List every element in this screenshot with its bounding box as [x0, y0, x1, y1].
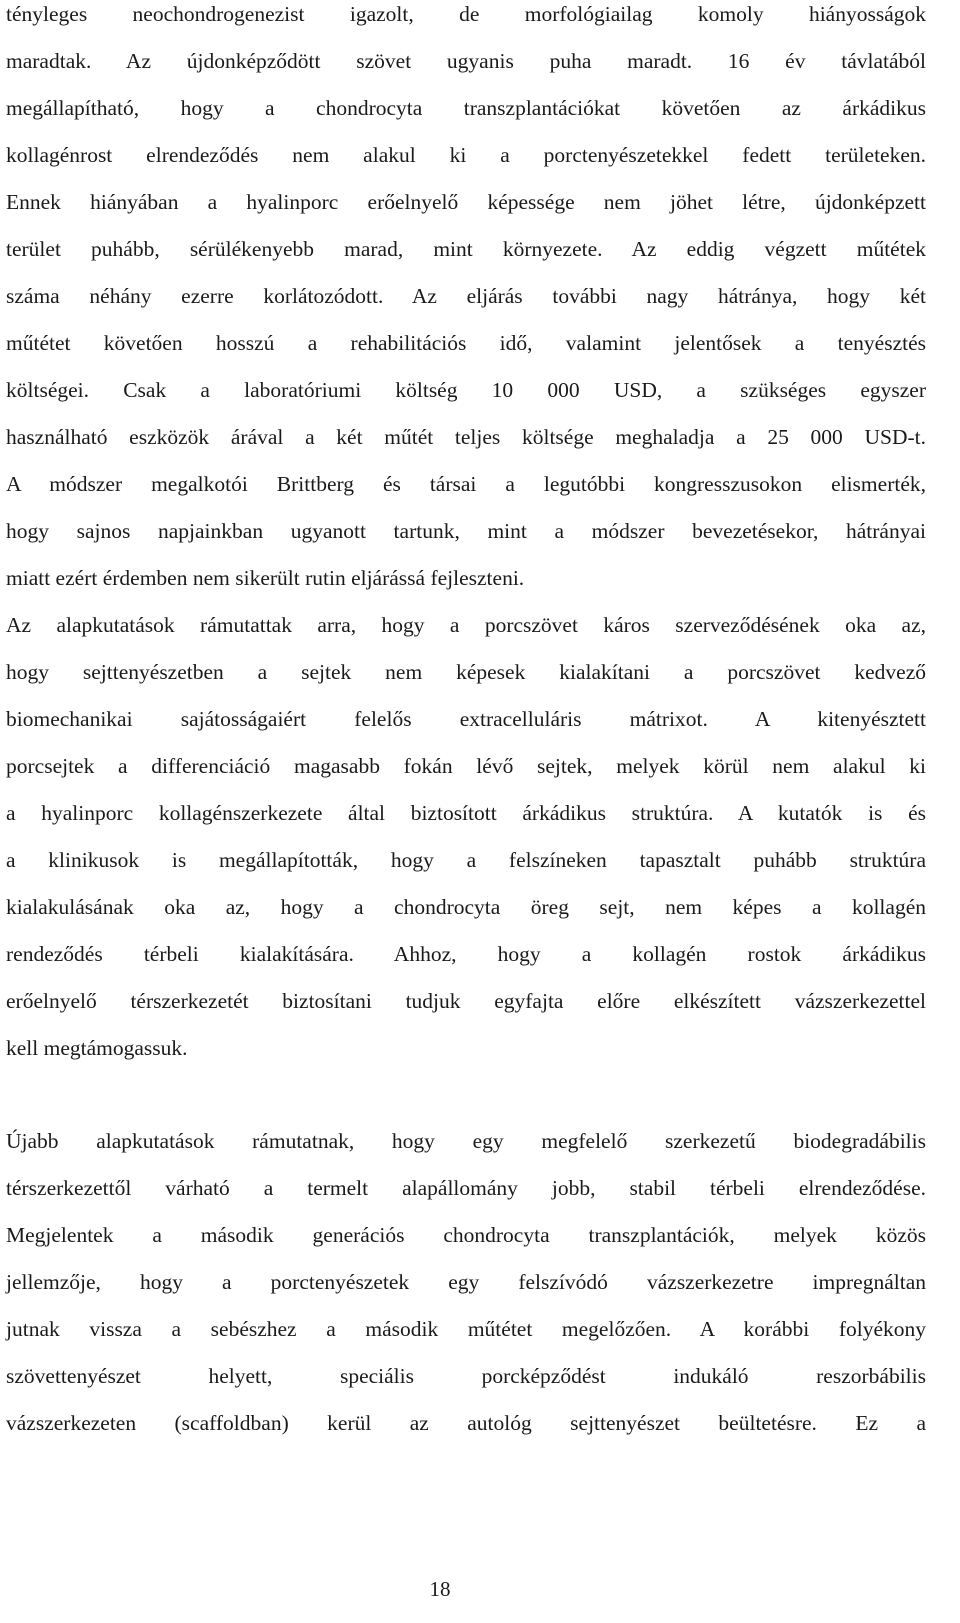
paragraph-2: [6, 602, 926, 1072]
text-line: kialakulásának oka az, hogy a chondrocyta öreg sejt, nem képes a kollagén: [6, 895, 926, 919]
text-line: kollagénrost elrendeződés nem alakul ki a porctenyészetekkel fedett területeken.: [6, 143, 926, 167]
text-line: hogy sejttenyészetben a sejtek nem képesek kialakítani a porcszövet kedvező: [6, 660, 926, 684]
text-line: a klinikusok is megállapították, hogy a felszíneken tapasztalt puhább struktúra: [6, 848, 926, 872]
text-line: miatt ezért érdemben nem sikerült rutin eljárássá fejleszteni.: [6, 566, 525, 590]
text-line: tényleges neochondrogenezist igazolt, de morfológiailag komoly hiányosságok: [6, 2, 926, 26]
text-line: Újabb alapkutatások rámutatnak, hogy egy megfelelő szerkezetű biodegradábilis: [6, 1129, 926, 1153]
paragraph-3: [6, 1118, 926, 1447]
text-line: vázszerkezeten (scaffoldban) kerül az autológ sejttenyészet beültetésre. Ez a: [6, 1411, 926, 1435]
text-line: szövettenyészet helyett, speciális porcképződést indukáló reszorbábilis: [6, 1364, 926, 1388]
text-line: száma néhány ezerre korlátozódott. Az eljárás további nagy hátránya, hogy két: [6, 284, 926, 308]
text-line: porcsejtek a differenciáció magasabb fokán lévő sejtek, melyek körül nem alakul ki: [6, 754, 926, 778]
page-number: 18: [429, 1577, 451, 1601]
document-page: [6, 0, 926, 1447]
paragraph-1: [6, 0, 926, 602]
text-line: költségei. Csak a laboratóriumi költség 10 000 USD, a szükséges egyszer: [6, 378, 926, 402]
text-line: jutnak vissza a sebészhez a második műtétet megelőzően. A korábbi folyékony: [6, 1317, 926, 1341]
text-line: térszerkezettől várható a termelt alapállomány jobb, stabil térbeli elrendeződése.: [6, 1176, 926, 1200]
text-line: biomechanikai sajátosságaiért felelős extracelluláris mátrixot. A kitenyésztett: [6, 707, 926, 731]
text-line: Megjelentek a második generációs chondrocyta transzplantációk, melyek közös: [6, 1223, 926, 1247]
text-line: a hyalinporc kollagénszerkezete által biztosított árkádikus struktúra. A kutatók is és: [6, 801, 926, 825]
text-line: A módszer megalkotói Brittberg és társai a legutóbbi kongresszusokon elismerték,: [6, 472, 926, 496]
text-line: erőelnyelő térszerkezetét biztosítani tudjuk egyfajta előre elkészített vázszerkezettel: [6, 989, 926, 1013]
text-line: maradtak. Az újdonképződött szövet ugyanis puha maradt. 16 év távlatából: [6, 49, 926, 73]
paragraph-spacer: [6, 1072, 926, 1118]
text-line: jellemzője, hogy a porctenyészetek egy felszívódó vázszerkezetre impregnáltan: [6, 1270, 926, 1294]
text-line: rendeződés térbeli kialakítására. Ahhoz, hogy a kollagén rostok árkádikus: [6, 942, 926, 966]
text-line: kell megtámogassuk.: [6, 1036, 188, 1060]
text-line: használható eszközök árával a két műtét teljes költsége meghaladja a 25 000 USD-t.: [6, 425, 926, 449]
text-line: műtétet követően hosszú a rehabilitációs idő, valamint jelentősek a tenyésztés: [6, 331, 926, 355]
text-line: hogy sajnos napjainkban ugyanott tartunk, mint a módszer bevezetésekor, hátrányai: [6, 519, 926, 543]
text-line: Az alapkutatások rámutattak arra, hogy a porcszövet káros szerveződésének oka az,: [6, 613, 926, 637]
text-line: megállapítható, hogy a chondrocyta transzplantációkat követően az árkádikus: [6, 96, 926, 120]
text-line: Ennek hiányában a hyalinporc erőelnyelő képessége nem jöhet létre, újdonképzett: [6, 190, 926, 214]
text-line: terület puhább, sérülékenyebb marad, mint környezete. Az eddig végzett műtétek: [6, 237, 926, 261]
